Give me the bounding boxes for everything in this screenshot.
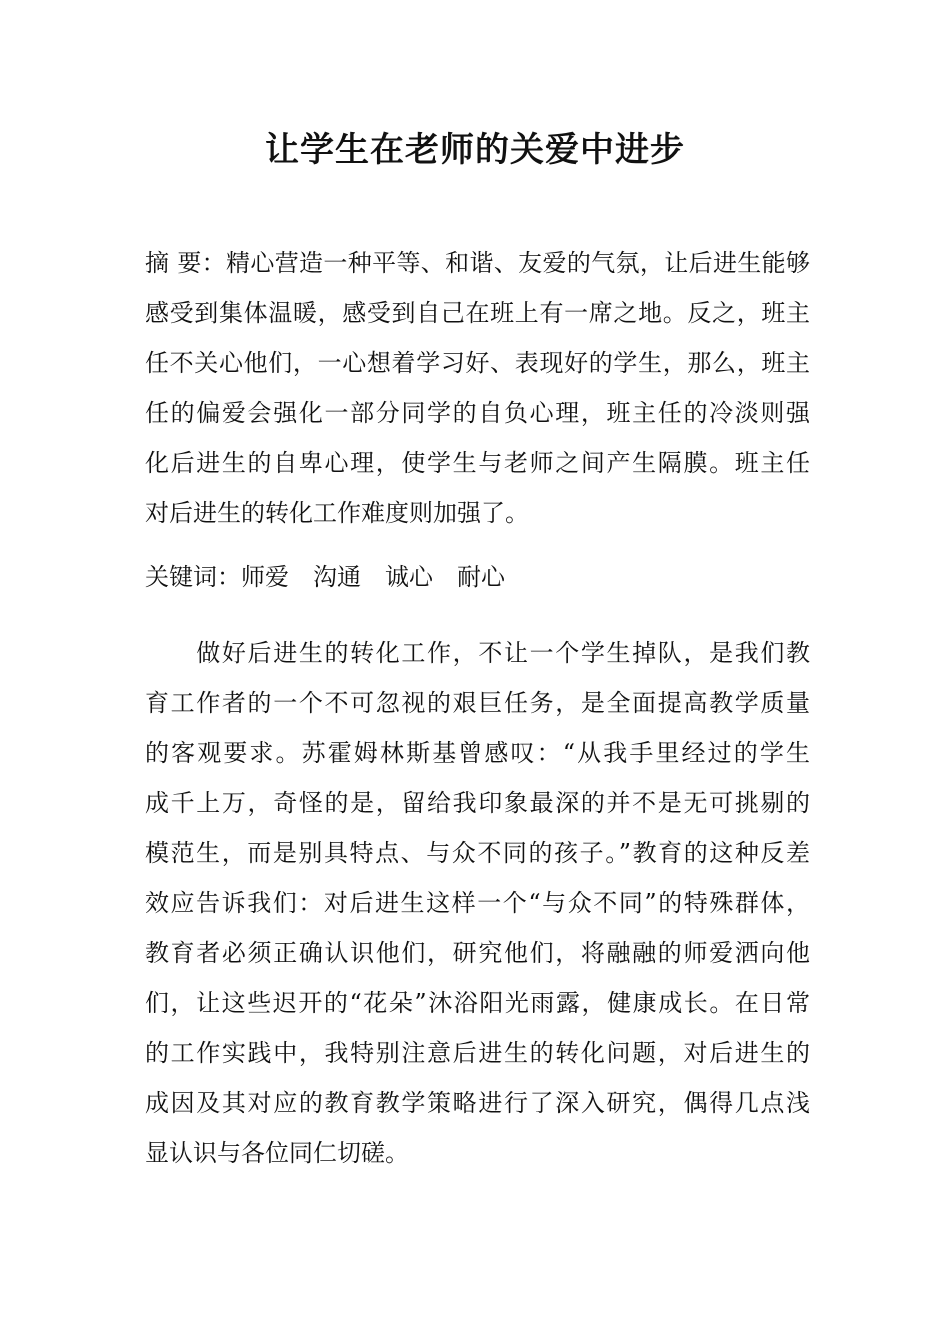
body-line: 模范生，而是别具特点、与众不同的孩子。”教育的这种反差 (145, 839, 810, 867)
body-line: 做好后进生的转化工作，不让一个学生掉队，是我们教 (145, 639, 810, 667)
body-line: 们，让这些迟开的“花朵”沐浴阳光雨露，健康成长。在日常 (145, 989, 810, 1017)
body-line: 效应告诉我们：对后进生这样一个“与众不同”的特殊群体， (145, 889, 810, 917)
body-line: 成因及其对应的教育教学策略进行了深入研究，偶得几点浅 (145, 1089, 810, 1117)
body-paragraph (145, 628, 810, 1178)
abstract-line: 摘 要：精心营造一种平等、和谐、友爱的气氛，让后进生能够 (145, 249, 810, 277)
abstract-line: 任不关心他们，一心想着学习好、表现好的学生，那么，班主 (145, 349, 810, 377)
keywords-line (145, 552, 529, 602)
abstract-paragraph (145, 238, 810, 538)
body-line: 育工作者的一个不可忽视的艰巨任务，是全面提高教学质量 (145, 689, 810, 717)
document-title: 让学生在老师的关爱中进步 (265, 130, 685, 170)
keyword: 耐心 (457, 563, 505, 591)
abstract-line: 任的偏爱会强化一部分同学的自负心理，班主任的冷淡则强 (145, 399, 810, 427)
abstract-line: 感受到集体温暖，感受到自己在班上有一席之地。反之，班主 (145, 299, 810, 327)
abstract-line: 对后进生的转化工作难度则加强了。 (145, 499, 529, 527)
body-line: 成千上万，奇怪的是，留给我印象最深的并不是无可挑剔的 (145, 789, 810, 817)
keyword: 沟通 (313, 563, 361, 591)
body-line: 的客观要求。苏霍姆林斯基曾感叹：“从我手里经过的学生 (145, 739, 810, 767)
body-line: 的工作实践中，我特别注意后进生的转化问题，对后进生的 (145, 1039, 810, 1067)
keyword: 师爱 (241, 563, 289, 591)
body-line: 教育者必须正确认识他们，研究他们，将融融的师爱洒向他 (145, 939, 810, 967)
abstract-line: 化后进生的自卑心理，使学生与老师之间产生隔膜。班主任 (145, 449, 810, 477)
keywords-label: 关键词： (145, 563, 241, 591)
keyword: 诚心 (385, 563, 433, 591)
body-line: 显认识与各位同仁切磋。 (145, 1139, 409, 1167)
